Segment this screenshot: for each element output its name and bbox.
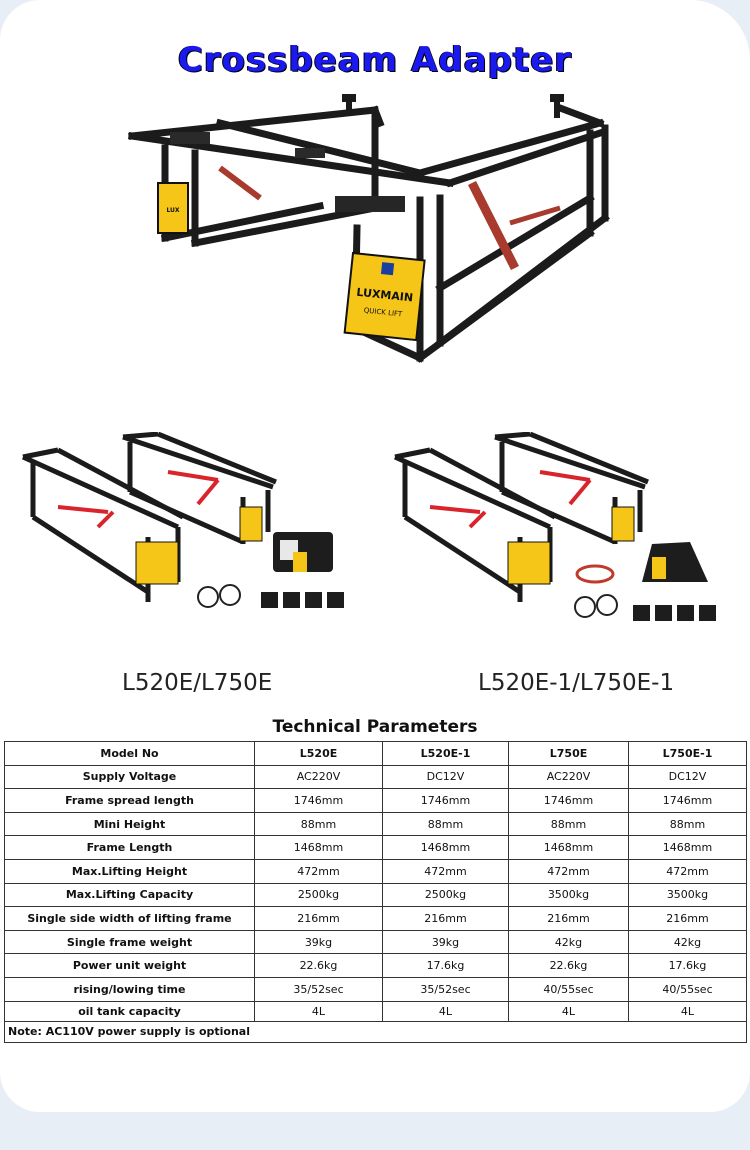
table-row [5,789,747,813]
parameter-name-cell: rising/lowing time [5,977,255,1001]
column-header: L520E-1 [383,742,509,766]
parameter-value-cell: 1746mm [629,789,747,813]
table-row [5,883,747,907]
model-label: L520E-1/L750E-1 [478,670,675,696]
table-note: Note: AC110V power supply is optional [5,1021,747,1042]
parameter-value-cell: 42kg [629,930,747,954]
parameter-name-cell: oil tank capacity [5,1001,255,1021]
parameter-value-cell: 4L [509,1001,629,1021]
parameter-name-cell: Single side width of lifting frame [5,907,255,931]
parameter-value-cell: DC12V [629,765,747,789]
table-row [5,859,747,883]
parameter-value-cell: 472mm [509,859,629,883]
column-header: L520E [255,742,383,766]
table-row [5,907,747,931]
parameter-value-cell: 2500kg [255,883,383,907]
parameter-value-cell: 88mm [629,812,747,836]
parameter-value-cell: 1468mm [255,836,383,860]
crossbeam-adapter-image [120,88,620,368]
parameter-value-cell: 472mm [383,859,509,883]
table-row [5,954,747,978]
parameter-value-cell: 35/52sec [255,977,383,1001]
parameter-value-cell: 1468mm [509,836,629,860]
parameter-value-cell: 216mm [509,907,629,931]
parameter-value-cell: 88mm [383,812,509,836]
parameter-value-cell: 35/52sec [383,977,509,1001]
product-l520e-1-image [390,432,720,627]
table-row [5,1001,747,1021]
parameter-value-cell: AC220V [509,765,629,789]
table-row [5,812,747,836]
parameter-value-cell: 1746mm [255,789,383,813]
parameter-value-cell: 42kg [509,930,629,954]
table-row [5,836,747,860]
parameter-name-cell: Frame Length [5,836,255,860]
parameter-name-cell: Mini Height [5,812,255,836]
brand-logo: LUXMAIN [355,285,414,305]
parameter-value-cell: 216mm [255,907,383,931]
model-label: L520E/L750E [122,670,273,696]
parameter-value-cell: 17.6kg [629,954,747,978]
parameter-value-cell: 216mm [629,907,747,931]
parameter-name-cell: Power unit weight [5,954,255,978]
parameter-value-cell: 88mm [509,812,629,836]
table-title: Technical Parameters [272,717,478,737]
column-header: Model No [5,742,255,766]
parameter-value-cell: AC220V [255,765,383,789]
parameter-value-cell: 1746mm [509,789,629,813]
parameter-value-cell: 4L [629,1001,747,1021]
parameter-value-cell: 1746mm [383,789,509,813]
hero-title: Crossbeam Adapter [177,40,573,80]
parameter-value-cell: DC12V [383,765,509,789]
parameter-value-cell: 40/55sec [509,977,629,1001]
parameter-value-cell: 2500kg [383,883,509,907]
brand-logo: QUICK LIFT [363,306,403,319]
parameter-name-cell: Supply Voltage [5,765,255,789]
parameter-value-cell: 4L [383,1001,509,1021]
brand-logo: LUX [166,207,180,214]
parameter-value-cell: 40/55sec [629,977,747,1001]
table-row [5,977,747,1001]
note-row [5,1021,747,1042]
parameter-name-cell: Max.Lifting Capacity [5,883,255,907]
table-row [5,930,747,954]
parameter-value-cell: 4L [255,1001,383,1021]
parameter-value-cell: 1468mm [629,836,747,860]
parameter-value-cell: 22.6kg [509,954,629,978]
parameter-value-cell: 3500kg [509,883,629,907]
parameter-value-cell: 1468mm [383,836,509,860]
column-header: L750E [509,742,629,766]
parameter-value-cell: 472mm [255,859,383,883]
parameter-value-cell: 17.6kg [383,954,509,978]
column-header: L750E-1 [629,742,747,766]
parameter-name-cell: Single frame weight [5,930,255,954]
parameter-value-cell: 39kg [255,930,383,954]
parameter-value-cell: 22.6kg [255,954,383,978]
parameter-value-cell: 3500kg [629,883,747,907]
parameter-value-cell: 88mm [255,812,383,836]
parameter-value-cell: 472mm [629,859,747,883]
technical-parameters-table [4,741,747,1043]
product-l520e-image [18,432,348,612]
parameter-name-cell: Max.Lifting Height [5,859,255,883]
parameter-value-cell: 216mm [383,907,509,931]
table-row [5,765,747,789]
card-corner [0,0,40,40]
parameter-value-cell: 39kg [383,930,509,954]
table-header-row [5,742,747,766]
parameter-name-cell: Frame spread length [5,789,255,813]
